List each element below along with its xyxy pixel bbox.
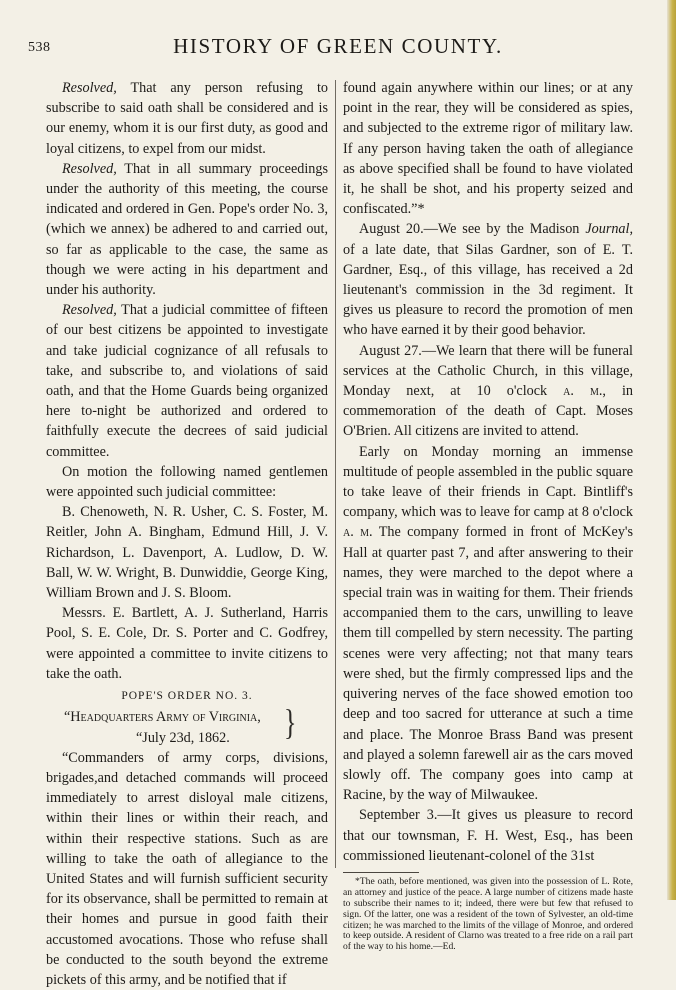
page-edge [667, 0, 676, 900]
right-column [343, 78, 633, 953]
resolved-label: Resolved, [62, 80, 117, 96]
time-abbrev: a. m., [563, 383, 606, 400]
time-abbrev: a. m. [343, 524, 373, 541]
resolution-text: That in all summary proceedings under the authority of this meeting, the course indicated and ordered in Gen. Pope's order No. 3, (which we annex) be adhered to and carried out, so far as applicable to the case, the same as though we were acting in his department and under his authority. [46, 160, 328, 299]
resolution-text: That a judicial committee of fifteen of our best citizens be appointed to investigate and take judicial cognizance of all refusals to take, and subscribe to, and violations of said oath, and that the Home Guards being organized here to-night be authorized and ordered to faithfully execute the decrees of said judicial committee. [46, 302, 328, 460]
news-item-departure [343, 442, 633, 806]
news-body: The company formed in front of McKey's Hall at quarter past 7, and after answering to their names, they were marched to the depot where a special train was in waiting for them. Their friends accompanied them to the cars, unwilling to leave them till compelled by stern necessity. The parting scenes were very affecting; not that many tears were shed, but the firmly compressed lips and the quivering nerves of the face showed emotion too deep and too sacred for utterance at such a time and place. The Monroe Brass Band was present and played a solemn farewell air as the cars moved slowly off. The company goes into camp at Racine, by the way of Milwaukee. [343, 524, 633, 804]
resolved-label: Resolved, [62, 302, 117, 319]
brace-icon: } [284, 702, 297, 743]
motion-paragraph: On motion the following named gentlemen were appointed such judicial committee: [46, 463, 328, 501]
news-item-aug27 [343, 341, 633, 442]
running-title: HISTORY OF GREEN COUNTY. [173, 34, 503, 58]
resolution-paragraph [46, 159, 328, 300]
news-lead: August 27.—We learn that there will be funeral services at the Catholic Church, in this village, Monday next, at 10 o'clock [343, 342, 633, 400]
headquarters-text: “Headquarters Army of Virginia, [64, 709, 261, 726]
news-body: of a late date, that Silas Gardner, son of E. T. Gardner, Esq., of this village, has received a 2d lieutenant's commission in the 3d regiment. It gives us pleasure to record the promotion of men who have earned it by their good behavior. [343, 241, 633, 339]
headquarters-block [46, 702, 328, 747]
resolution-paragraph [46, 78, 328, 159]
news-item-sep3: September 3.—It gives us pleasure to record that our townsman, F. H. West, Esq., has been commissioned lieutenant-colonel of the 31st [343, 807, 633, 864]
resolution-text: That any person refusing to subscribe to said oath shall be considered and is our enemy, whom it is our first duty, as good and loyal citizens, to expel from our midst. [46, 80, 328, 157]
news-item-aug20 [343, 219, 633, 340]
page-number: 538 [28, 40, 51, 55]
page-header [20, 34, 656, 64]
committee-names: B. Chenoweth, N. R. Usher, C. S. Foster, M. Reitler, John A. Bingham, Edmund Hill, J. V. Richardson, L. Davenport, A. Ludlow, D. W. Ball, W. W. Wright, B. Dunwiddie, George King, William Brown and J. S. Bloom. [46, 504, 328, 602]
order-continuation: found again anywhere within our lines; or at any point in the rear, they will be considered as spies, and subjected to the extreme rigor of military law. If any person having taken the oath of allegiance as above specified shall be found to have violated it, he shall be shot, and his property seized and confiscated.”* [343, 80, 633, 218]
order-heading: POPE'S ORDER NO. 3. [121, 690, 253, 703]
footnote-rule [343, 872, 419, 873]
resolution-paragraph [46, 300, 328, 462]
journal-title: Journal, [585, 221, 634, 238]
left-column [46, 78, 328, 990]
news-lead: Early on Monday morning an immense multitude of people assembled in the public square to take leave of their friends in Capt. Bintliff's company, which was to leave for camp at 8 o'clock [343, 443, 633, 521]
order-text: “Commanders of army corps, divisions, brigades,and detached commands will proceed immediately to arrest disloyal male citizens, within their lines or within their reach, and within their respective stations. Such as are willing to take the oath of allegiance to the United States and will furnish sufficient security for its observance, shall be permitted to remain at their homes and pursue in good faith their accustomed avocations. Those who refuse shall be conducted to the south beyond the extreme pickets of this army, and be notified that if [46, 749, 328, 988]
date-line: “July 23d, 1862. [136, 729, 230, 746]
oath-committee-paragraph: Messrs. E. Bartlett, A. J. Sutherland, Harris Pool, S. E. Cole, Dr. S. Porter and C. Godfrey, were appointed a committee to invite citizens to take the oath. [46, 605, 328, 682]
column-divider [335, 80, 336, 868]
resolved-label: Resolved, [62, 160, 117, 177]
news-body: in commemoration of the death of Capt. Moses O'Brien. All citizens are invited to attend. [343, 383, 634, 440]
footnote: *The oath, before mentioned, was given into the possession of L. Rote, an attorney and justice of the peace. A large number of citizens made haste to subscribe their names to it; indeed, there were but few that refused to sign. Of the latter, one was a resident of the town of Sylvester, an old-time citizen; he was marched to the limits of the village of Monroe, and ordered to keep outside. A resident of Clarno was treated to a free ride on a rail part of the way to his home.—Ed. [343, 875, 633, 953]
news-lead: August 20.—We see by the Madison [359, 221, 580, 238]
